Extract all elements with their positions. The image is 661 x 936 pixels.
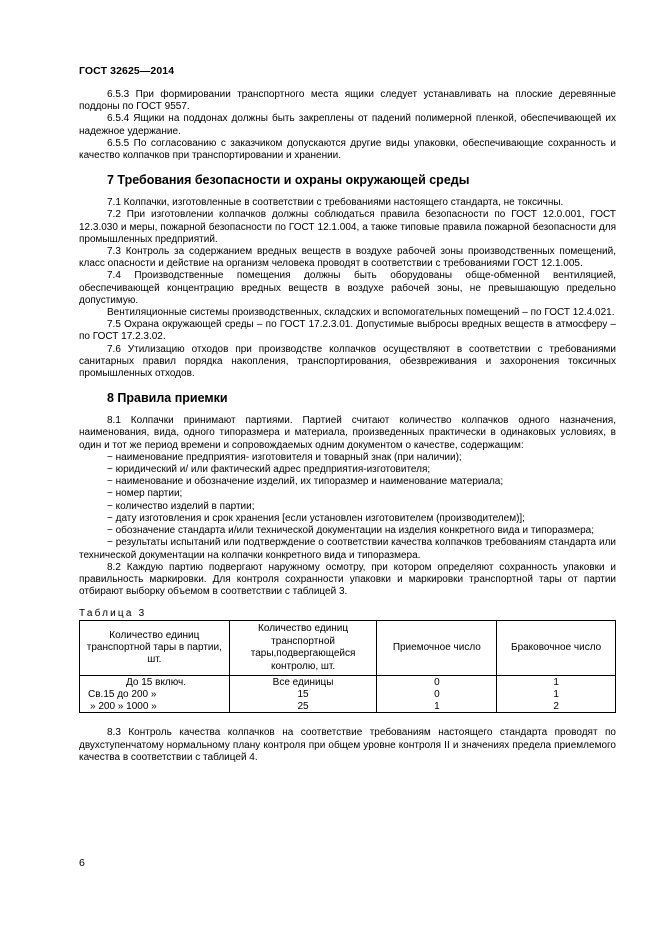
section-8-heading: 8 Правила приемки <box>107 391 228 406</box>
paragraph-7-6: 7.6 Утилизацию отходов при производстве колпачков осуществляют в соответствии с требованиями санитарных правил порядка накопления, транспортирования, обезвреживания и захоронения токсичных промышленных отходов. <box>79 343 616 380</box>
table-cell: » 200 » 1000 » <box>80 701 230 713</box>
table-cell: 25 <box>229 701 377 713</box>
table-cell: Все единицы <box>229 675 377 688</box>
column-header-lot-size: Количество единиц транспортной тары в партии, шт. <box>80 621 230 676</box>
paragraph-7-2: 7.2 При изготовлении колпачков должны соблюдаться правила безопасности по ГОСТ 12.0.001, ГОСТ 12.3.030 и меры, пожарной безопасности по ГОСТ 12.1.004, а также типовые правила пожарной безопасности для промышленных предприятий. <box>79 209 616 245</box>
document-code-header: ГОСТ 32625—2014 <box>79 65 175 77</box>
page-number: 6 <box>79 857 85 869</box>
table-cell: 1 <box>497 675 616 688</box>
table-cell: 0 <box>377 689 497 701</box>
table-cell: 2 <box>497 701 616 713</box>
table-caption: Таблица 3 <box>79 608 147 620</box>
table-cell: До 15 включ. <box>80 675 230 688</box>
page-content <box>79 89 616 764</box>
table-row <box>80 689 616 701</box>
paragraph-6-5-5: 6.5.5 По согласованию с заказчиком допускаются другие виды упаковки, обеспечивающие сохранность и качество колпачков при транспортировании и хранении. <box>79 137 616 162</box>
list-item: − обозначение стандарта и/или технической документации на изделия конкретного вида и типоразмера; <box>107 525 594 537</box>
table-cell: Св.15 до 200 » <box>80 689 230 701</box>
sampling-table <box>79 620 616 713</box>
table-cell: 15 <box>229 689 377 701</box>
table-row <box>80 701 616 713</box>
paragraph-7-3: 7.3 Контроль за содержанием вредных веществ в воздухе рабочей зоны производственных помещений, класс опасности и действие на организм человека проводят в соответствии с требованиями ГОСТ 12.1.005. <box>79 246 616 270</box>
column-header-rejection-number: Браковочное число <box>497 621 616 676</box>
table-row <box>80 675 616 688</box>
list-item: − юридический и/ или фактический адрес предприятия-изготовителя; <box>107 464 431 476</box>
paragraph-7-5: 7.5 Охрана окружающей среды – по ГОСТ 17.2.3.01. Допустимые выбросы вредных веществ в атмосферу – по ГОСТ 17.2.3.02. <box>79 319 616 343</box>
list-item: − дату изготовления и срок хранения [если установлен изготовителем (производителем)]; <box>107 512 525 524</box>
paragraph-ventilation: Вентиляционные системы производственных, складских и вспомогательных помещений – по ГОСТ 12.4.021. <box>107 307 615 319</box>
list-item: − наименование предприятия- изготовителя и товарный знак (при наличии); <box>107 451 462 463</box>
table-cell: 1 <box>377 701 497 713</box>
list-item: − номер партии; <box>107 488 183 500</box>
section-7-heading: 7 Требования безопасности и охраны окружающей среды <box>107 173 470 188</box>
table-cell: 0 <box>377 675 497 688</box>
column-header-acceptance-number: Приемочное число <box>377 621 497 676</box>
column-header-sample-size: Количество единиц транспортной тары,подвергающейся контролю, шт. <box>229 621 377 676</box>
list-item: − количество изделий в партии; <box>107 500 255 512</box>
paragraph-8-3: 8.3 Контроль качества колпачков на соответствие требованиям настоящего стандарта проводят по двухступенчатому нормальному плану контроля при общем уровне контроля II и значениях предела приемлемого качества в соответствии с таблицей 4. <box>79 727 616 763</box>
paragraph-6-5-4: 6.5.4 Ящики на поддонах должны быть закреплены от падений полимерной пленкой, обеспечивающей их надежное удержание. <box>79 113 616 137</box>
table-header-row <box>80 621 616 676</box>
paragraph-6-5-3: 6.5.3 При формировании транспортного места ящики следует устанавливать на плоские деревянные поддоны по ГОСТ 9557. <box>79 89 616 113</box>
paragraph-7-4: 7.4 Производственные помещения должны быть оборудованы обще-обменной вентиляцией, обеспечивающей концентрацию вредных веществ в воздухе рабочей зоны, не превышающую предельно допустимую. <box>79 270 616 306</box>
table-cell: 1 <box>497 689 616 701</box>
paragraph-8-1: 8.1 Колпачки принимают партиями. Партией считают количество колпачков одного назначения, наименования, вида, одного типоразмера и материала, произведенных практически в одинаковых условиях, в один и тот же период времени и сопровождаемых одним документом о качестве, содержащим: <box>79 415 616 451</box>
list-item: − результаты испытаний или подтверждение о соответствии качества колпачков требованиям стандарта или технической документации на колпачки конкретного вида и типоразмера. <box>79 537 616 561</box>
paragraph-7-1: 7.1 Колпачки, изготовленные в соответствии с требованиями настоящего стандарта, не токсичны. <box>107 197 564 209</box>
list-item: − наименование и обозначение изделий, их типоразмер и наименование материала; <box>107 476 504 488</box>
paragraph-8-2: 8.2 Каждую партию подвергают наружному осмотру, при котором определяют сохранность упаковки и правильность маркировки. Для контроля сохранности упаковки и маркировки транспортной тары от партии отбирают выборку объемом в соответствии с таблицей 3. <box>79 561 616 598</box>
